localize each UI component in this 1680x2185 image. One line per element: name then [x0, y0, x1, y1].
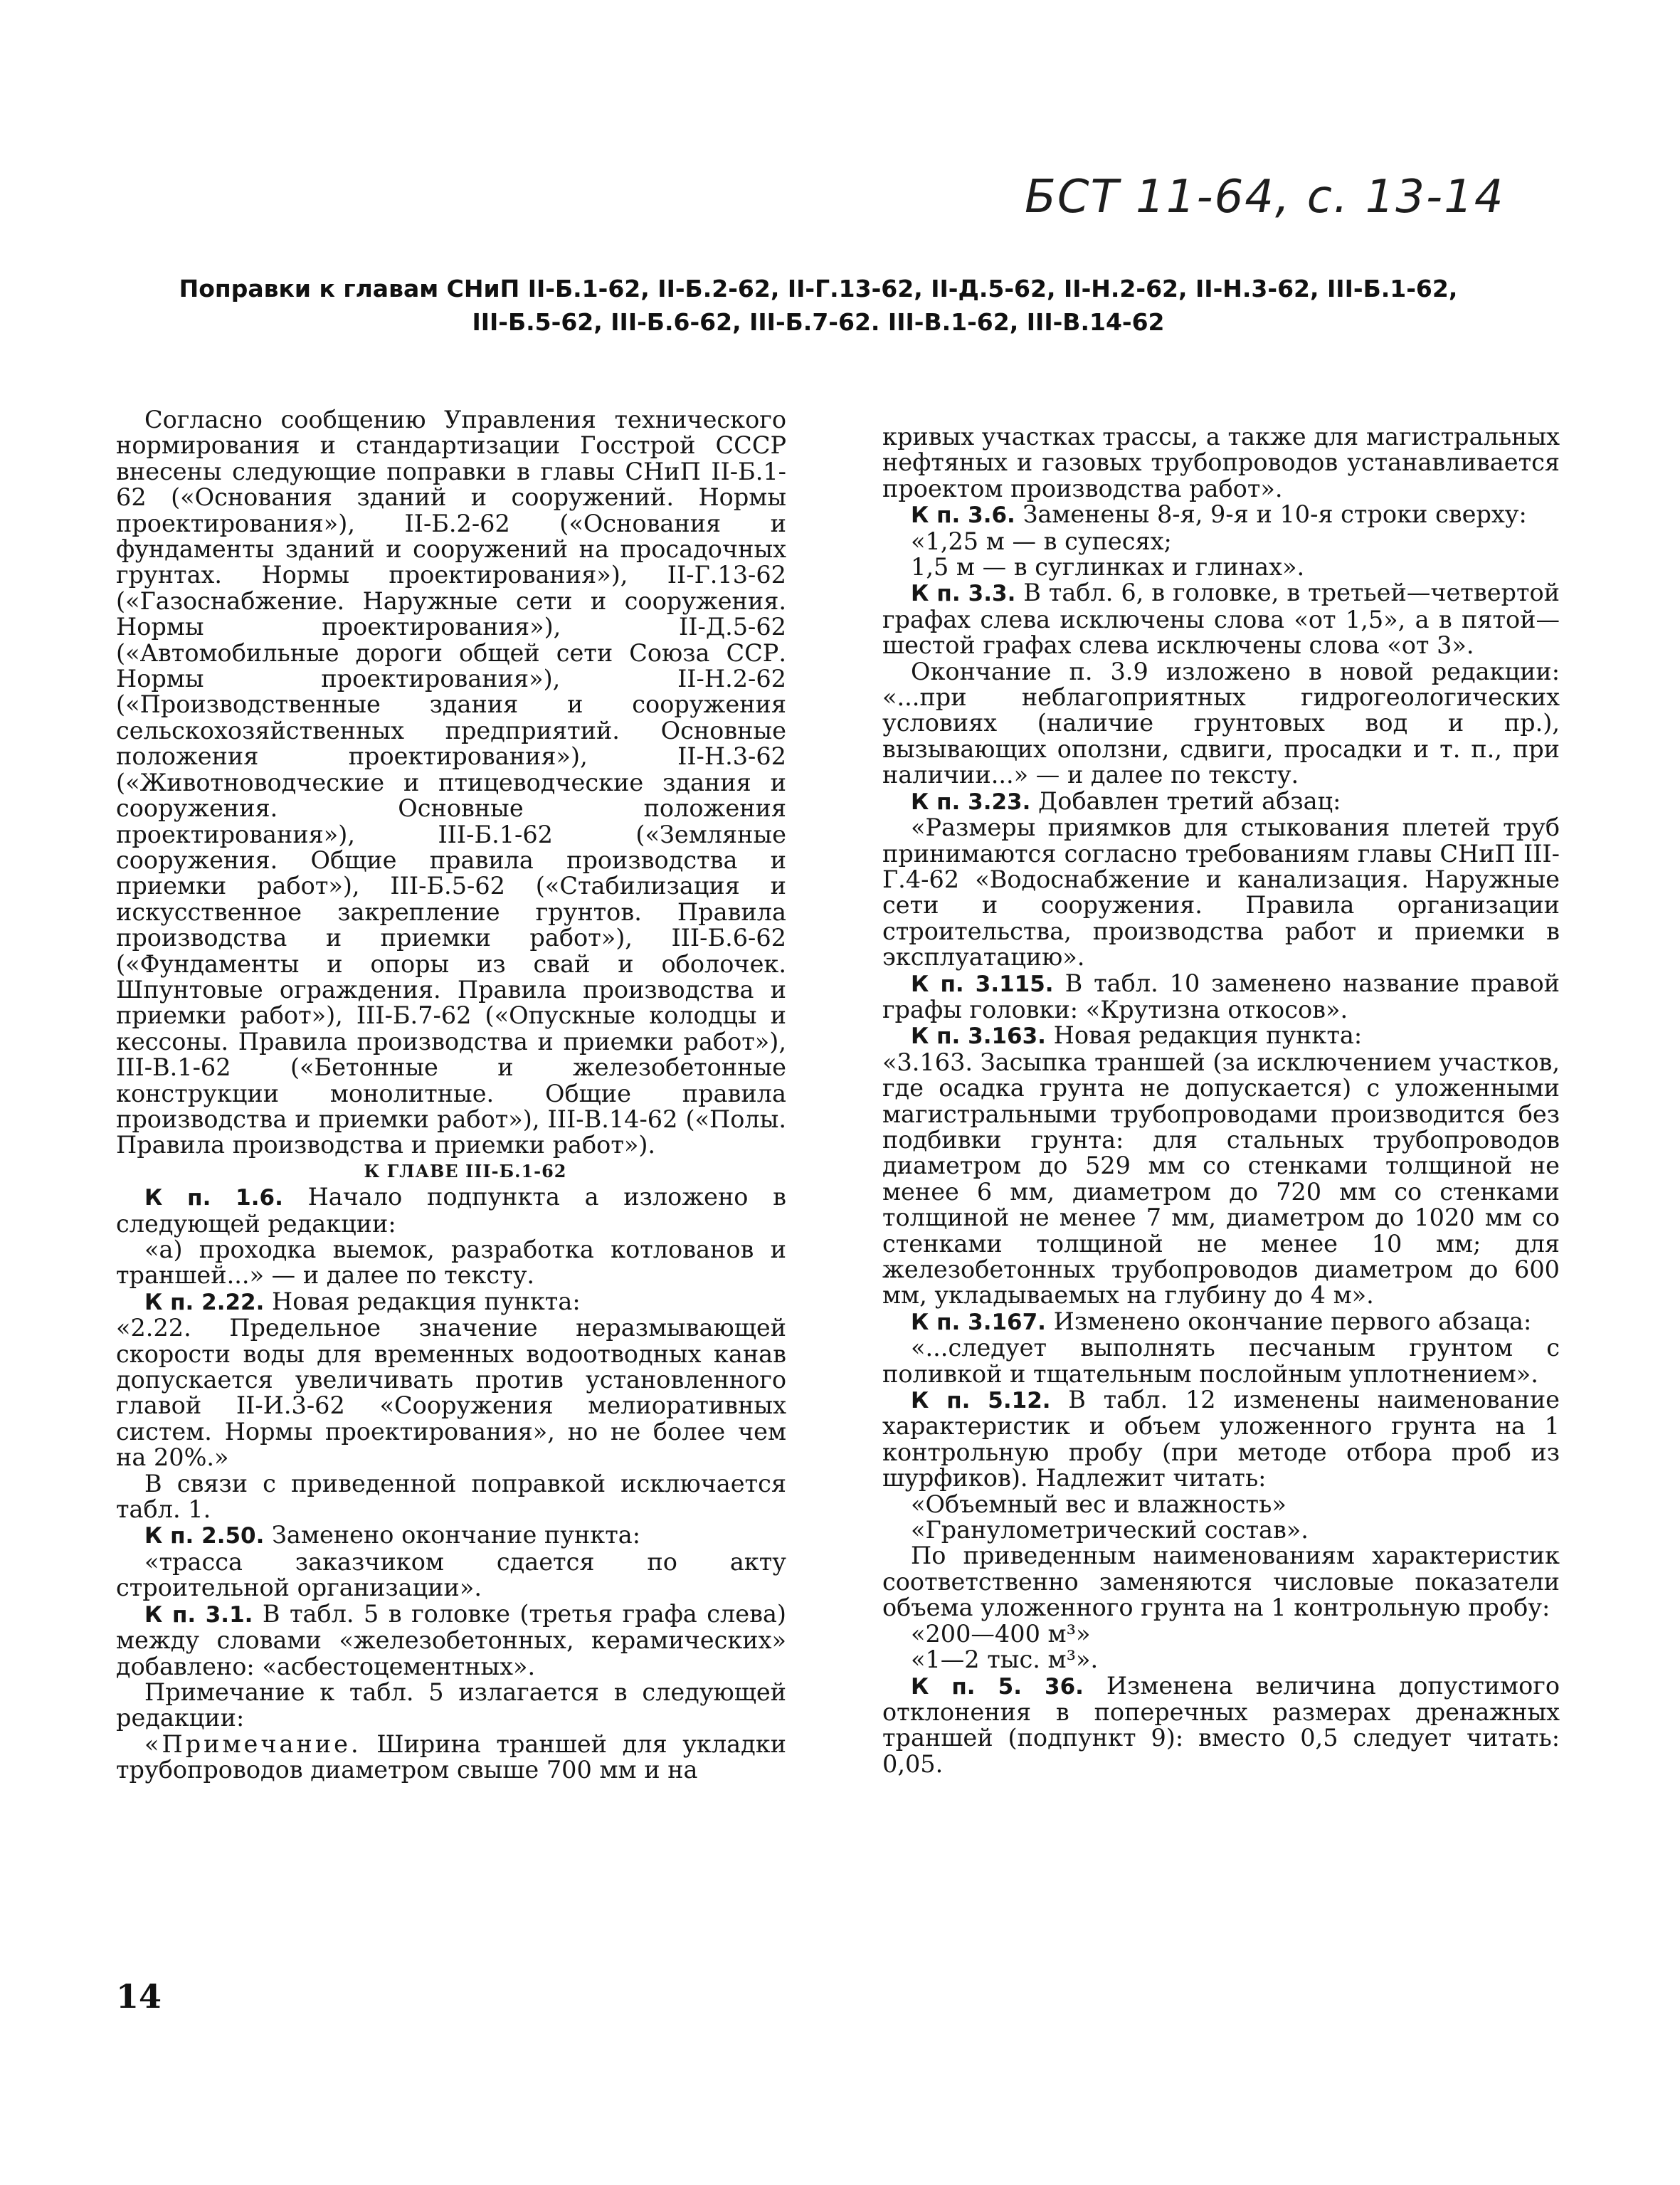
quote-line: «200—400 м³»	[911, 1619, 1091, 1648]
continuation-paragraph: кривых участках трассы, а также для магистральных нефтяных и газовых трубопроводов устанавливается проектом производства работ».	[882, 423, 1560, 502]
clause-ref: К п. 5. 36.	[911, 1673, 1084, 1700]
amendment-text: В табл. 6, в головке, в третьей—четвертой графах слева исключены слова «от 1,5», а в пятой—шестой графах слева исключены слова «от 3».	[882, 579, 1560, 660]
quote-line: 1,5 м — в суглинках и глинах».	[911, 553, 1305, 581]
clause-ref: К п. 3.115.	[911, 971, 1054, 997]
clause-ref: К п. 3.23.	[911, 789, 1031, 815]
clause-ref: К п. 3.3.	[911, 581, 1016, 607]
amendment-text: В табл. 12 изменены наименование характеристик и объем уложенного грунта на 1 контрольную пробу (при методе отбора проб из шурфиков). Надлежит читать:	[882, 1386, 1560, 1492]
amendment-paragraph	[882, 1673, 1560, 1778]
clause-ref: К п. 2.50.	[144, 1523, 265, 1549]
amendment-text: Новая редакция пункта:	[272, 1287, 581, 1315]
amendment-paragraph	[882, 580, 1560, 658]
clause-ref: К п. 2.22.	[144, 1289, 265, 1315]
amendment-paragraph	[882, 1387, 1560, 1492]
quote-line: «1,25 м — в супесях;	[911, 527, 1172, 555]
amendment-text: В табл. 5 в головке (третья графа слева) между словами «железобетонных, керамических» добавлено: «асбестоцементных».	[116, 1599, 786, 1680]
quote-line: «1—2 тыс. м³».	[911, 1646, 1099, 1674]
clause-ref: К п. 1.6.	[144, 1185, 283, 1211]
amendment-paragraph	[882, 1309, 1560, 1335]
quote-paragraph: «трасса заказчиком сдается по акту строительной организации».	[116, 1547, 786, 1602]
amendment-text: Заменены 8-я, 9-я и 10-я строки сверху:	[1023, 500, 1527, 529]
quote-line: «Гранулометрический состав».	[911, 1516, 1309, 1544]
body-paragraph: По приведенным наименованиям характеристик соответственно заменяются числовые показатели объема уложенного грунта на 1 контрольную пробу:	[882, 1542, 1560, 1622]
amendment-text: Добавлен третий абзац:	[1038, 786, 1341, 815]
clause-ref: К п. 3.163.	[911, 1023, 1046, 1050]
body-paragraph: В связи с приведенной поправкой исключается табл. 1.	[116, 1469, 786, 1524]
clause-ref: К п. 5.12.	[911, 1388, 1051, 1414]
quote-line: «Объемный вес и влажность»	[911, 1490, 1287, 1518]
amendment-paragraph	[116, 1522, 786, 1549]
clause-ref: К п. 3.6.	[911, 502, 1015, 529]
amendment-text: Изменена величина допустимого отклонения в поперечных размерах дренажных траншей (подпункт 9): вместо 0,5 следует читать: 0,05.	[882, 1671, 1560, 1778]
page-title: Поправки к главам СНиП II-Б.1-62, II-Б.2-62, II-Г.13-62, II-Д.5-62, II-Н.2-62, II-Н.3-62, III-Б.1-62, III-Б.5-62, III-Б.6-62, III-Б.7-62. III-В.1-62, III-В.14-62	[179, 275, 1458, 336]
amendment-paragraph	[116, 1601, 786, 1680]
page-number: 14	[116, 1977, 162, 2016]
handwritten-note: БСТ 11-64, с. 13-14	[1025, 171, 1505, 223]
body-paragraph: Окончание п. 3.9 изложено в новой редакции: «...при неблагоприятных гидрогеологических условиях (наличие грунтовых вод и пр.), вызывающих оползни, сдвиги, просадки и т. п., при наличии...» — и далее по тексту.	[882, 657, 1560, 789]
body-paragraph: Примечание к табл. 5 излагается в следующей редакции:	[116, 1678, 786, 1732]
amendment-text: Изменено окончание первого абзаца:	[1053, 1307, 1532, 1335]
quote-paragraph: «2.22. Предельное значение неразмывающей скорости воды для временных водоотводных канав допускается увеличивать против установленного главой II-И.3-62 «Сооружения мелиоративных систем. Нормы проектирования», но не более чем на 20%.»	[116, 1314, 786, 1472]
quote-paragraph	[116, 1729, 786, 1784]
amendment-text: В табл. 10 заменено название правой графы головки: «Крутизна откосов».	[882, 969, 1560, 1023]
amendment-text: Начало подпункта а изложено в следующей редакции:	[116, 1183, 786, 1238]
amendment-paragraph	[882, 786, 1560, 815]
quote-text: Ширина траншей для укладки трубопроводов диаметром свыше 700 мм и на	[116, 1729, 786, 1784]
amendment-paragraph	[116, 1289, 786, 1315]
amendment-paragraph	[882, 971, 1560, 1023]
section-heading: К ГЛАВЕ III-Б.1-62	[364, 1160, 567, 1181]
note-label: «Примечание.	[144, 1729, 361, 1758]
quote-paragraph: «Размеры приямков для стыкования плетей труб принимаются согласно требованиям главы СНиП III-Г.4-62 «Водоснабжение и канализация. Наружные сети и сооружения. Правила организации строительства, производства работ и приемки в эксплуатацию».	[882, 814, 1560, 972]
quote-paragraph: «3.163. Засыпка траншей (за исключением участков, где осадка грунта не допускается) с уложенными магистральными трубопроводами производится без подбивки грунта: для стальных трубопроводов диаметром до 529 мм со стенками толщиной не менее 6 мм, диаметром до 720 мм со стенками толщиной не менее 7 мм, диаметром до 1020 мм со стенками толщиной не менее 10 мм; для железобетонных трубопроводов диаметром до 600 мм, укладываемых на глубину до 4 м».	[882, 1048, 1560, 1310]
quote-paragraph: «а) проходка выемок, разработка котлованов и траншей...» — и далее по тексту.	[116, 1236, 786, 1290]
clause-ref: К п. 3.167.	[911, 1309, 1046, 1335]
amendment-text: Заменено окончание пункта:	[272, 1521, 641, 1549]
left-column	[116, 407, 786, 1784]
amendment-paragraph	[116, 1184, 786, 1237]
right-column	[882, 424, 1560, 1777]
clause-ref: К п. 3.1.	[144, 1601, 253, 1628]
intro-paragraph: Согласно сообщению Управления технического нормирования и стандартизации Госстрой СССР внесены следующие поправки в главы СНиП II-Б.1-62 («Основания зданий и сооружений. Нормы проектирования»), II-Б.2-62 («Основания и фундаменты зданий и сооружений на просадочных грунтах. Нормы проектирования»), II-Г.13-62 («Газоснабжение. Наружные сети и сооружения. Нормы проектирования»), II-Д.5-62 («Автомобильные дороги общей сети Союза ССР. Нормы проектирования»), II-Н.2-62 («Производственные здания и сооружения сельскохозяйственных предприятий. Основные положения проектирования»), II-Н.3-62 («Животноводческие и птицеводческие здания и сооружения. Основные положения проектирования»), III-Б.1-62 («Земляные сооружения. Общие правила производства и приемки работ»), III-Б.5-62 («Стабилизация и искусственное закрепление грунтов. Правила производства и приемки работ»), III-Б.6-62 («Фундаменты и опоры из свай и оболочек. Шпунтовые ограждения. Правила производства и приемки работ»), III-Б.7-62 («Опускные колодцы и кессоны. Правила производства и приемки работ»), III-В.1-62 («Бетонные и железобетонные конструкции монолитные. Общие правила производства и приемки работ»), III-В.14-62 («Полы. Правила производства и приемки работ»).	[116, 406, 786, 1159]
amendment-text: Новая редакция пункта:	[1053, 1021, 1363, 1050]
amendment-paragraph	[882, 502, 1560, 528]
amendment-paragraph	[882, 1023, 1560, 1049]
quote-paragraph: «...следует выполнять песчаным грунтом с поливкой и тщательным послойным уплотнением».	[882, 1334, 1560, 1388]
